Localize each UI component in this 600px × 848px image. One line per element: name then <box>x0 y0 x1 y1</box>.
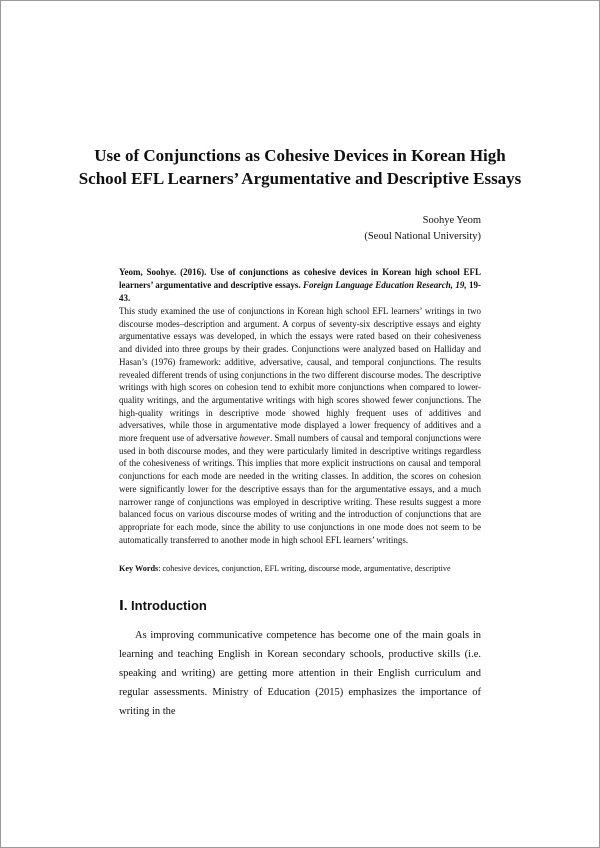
author-block <box>364 213 481 245</box>
citation <box>119 266 481 305</box>
introduction-paragraph: As improving communicative competence has become one of the main goals in learning and teaching English in Korean secondary schools, productive skills (i.e. speaking and writing) are getting more attention in their English curriculum and regular assessments. Ministry of Education (2015) emphasizes the importance of writing in the <box>119 630 481 717</box>
keywords-text: : cohesive devices, conjunction, EFL writing, discourse mode, argumentative, descriptive <box>158 564 451 573</box>
abstract-part-2: . Small numbers of causal and temporal conjunctions were used in both discourse modes, and they were particularly limited in descriptive writings regardless of the cohesiveness of writings. This implies that more explicit instructions on causal and temporal conjunctions for each mode are needed in the writing classes. In addition, the scores on cohesion were significantly lower for the descriptive essays than for the argumentative essays, and a much narrower range of conjunctions was employed in descriptive writing. These results suggest a more balanced focus on various discourse modes of writing and the introduction of conjunctions that are appropriate for each mode, since the ability to use conjunctions in one mode does not seem to be automatically transferred to another mode in high school EFL learners’ writings. <box>119 433 481 545</box>
abstract-italic-term: however <box>239 433 270 444</box>
section-heading-introduction: Ⅰ. Introduction <box>119 598 207 613</box>
citation-text: Yeom, Soohye. (2016). Use of conjunctions as cohesive devices in Korean high school EFL learners’ argumentative and descriptive essays. <box>119 267 481 290</box>
author-affiliation: (Seoul National University) <box>364 231 481 242</box>
paper-title-line-2: School EFL Learners’ Argumentative and Descriptive Essays <box>78 169 522 188</box>
keywords <box>119 563 481 575</box>
keywords-label: Key Words <box>119 564 159 573</box>
citation-journal: Foreign Language Education Research, 19, <box>303 280 467 290</box>
citation-pages: 19-43. <box>119 280 481 303</box>
abstract <box>119 305 481 546</box>
paper-title <box>60 144 540 190</box>
abstract-part-1: This study examined the use of conjunctions in Korean high school EFL learners’ writings in two discourse modes–description and argument. A corpus of seventy-six descriptive essays and eighty argumentative essays was developed, in which the essays were rated based on their cohesiveness and divided into three groups by their grades. Conjunctions were analyzed based on Halliday and Hasan’s (1976) framework: additive, adversative, causal, and temporal conjunctions. The results revealed different trends of using conjunctions in the two different discourse modes. The descriptive writings with high scores on cohesion tend to exhibit more conjunctions when compared to lower-quality writings, and the argumentative writings with high scores showed fewer conjunctions. The high-quality writings in descriptive mode showed highly frequent uses of additives and adversatives, while those in argumentative mode displayed a lower frequency of additives and a more frequent use of adversative <box>119 306 481 444</box>
paper-title-line-1: Use of Conjunctions as Cohesive Devices in Korean High <box>94 146 506 165</box>
author-name: Soohye Yeom <box>422 215 481 226</box>
